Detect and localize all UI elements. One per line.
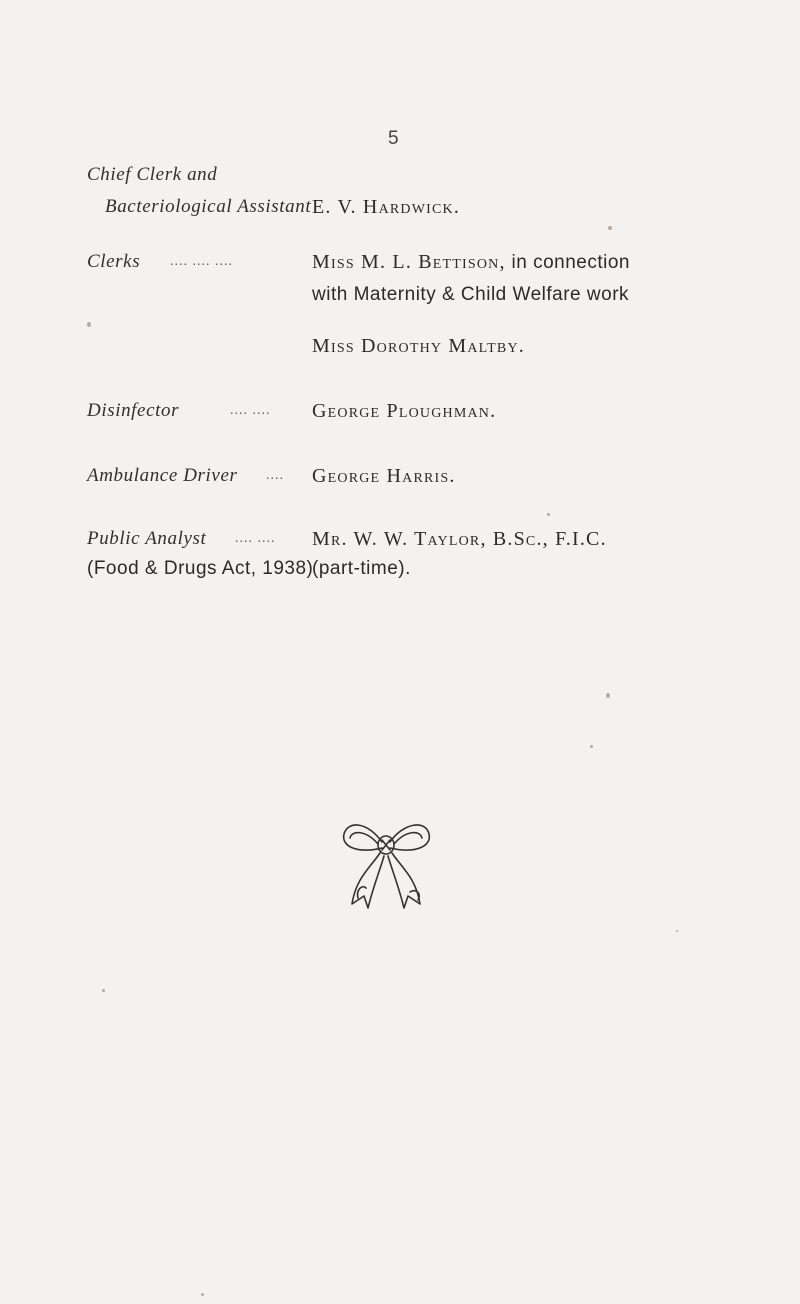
leader-dots-ambulance: .... <box>266 468 284 483</box>
label-clerks: Clerks <box>87 251 141 272</box>
clerk-entry-bettison <box>312 251 630 274</box>
paper-speck <box>201 1293 204 1296</box>
leader-dots-clerks: .... .... .... <box>170 254 233 269</box>
name-bettison: Miss M. L. Bettison, <box>312 251 506 273</box>
leader-dots-analyst: .... .... <box>235 531 276 546</box>
leader-dots-disinfector: .... .... <box>230 403 271 418</box>
paper-speck <box>606 693 610 698</box>
bettison-detail-part2: with Maternity & Child Welfare work <box>312 284 630 305</box>
label-disinfector: Disinfector <box>87 400 180 421</box>
analyst-act-note: (Food & Drugs Act, 1938) <box>87 558 314 579</box>
name-ploughman: George Ploughman. <box>312 400 497 422</box>
label-chief-clerk-line1: Chief Clerk and <box>87 164 218 185</box>
name-harris: George Harris. <box>312 465 456 487</box>
name-taylor: Mr. W. W. Taylor, B.Sc., F.I.C. <box>312 528 607 550</box>
name-maltby: Miss Dorothy Maltby. <box>312 335 525 357</box>
paper-speck <box>547 513 550 516</box>
paper-speck <box>608 226 612 230</box>
bettison-detail-part1: in connection <box>511 252 630 273</box>
label-public-analyst: Public Analyst <box>87 528 207 549</box>
paper-speck <box>87 322 91 327</box>
analyst-part-time-note: (part-time). <box>312 558 411 579</box>
page-number: 5 <box>388 128 399 149</box>
paper-speck <box>102 989 105 992</box>
paper-speck <box>676 930 678 932</box>
paper-speck <box>590 745 593 748</box>
bow-ribbon-icon <box>338 808 434 916</box>
label-ambulance-driver: Ambulance Driver <box>87 465 238 486</box>
label-chief-clerk-line2: Bacteriological Assistant <box>105 196 312 217</box>
name-hardwick: E. V. Hardwick. <box>312 196 461 218</box>
